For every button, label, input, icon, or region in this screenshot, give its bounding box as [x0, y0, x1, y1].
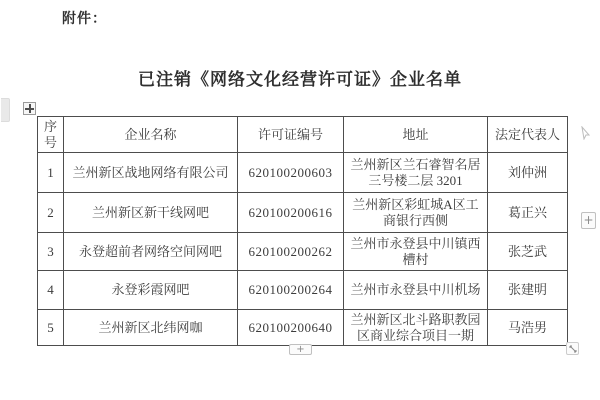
- cell-address: 兰州新区兰石睿智名居三号楼二层 3201: [344, 153, 488, 193]
- cell-license: 620100200640: [238, 310, 344, 346]
- table-row: [38, 310, 568, 346]
- cell-legal-rep: 葛正兴: [488, 193, 568, 233]
- cell-legal-rep: 马浩男: [488, 310, 568, 346]
- cell-address: 兰州新区北斗路职教园区商业综合项目一期: [344, 310, 488, 346]
- header-address: 地址: [344, 117, 488, 153]
- cell-no: 3: [38, 233, 64, 271]
- header-company-name: 企业名称: [64, 117, 238, 153]
- cell-license: 620100200603: [238, 153, 344, 193]
- table-move-handle-icon[interactable]: [23, 102, 36, 115]
- cell-legal-rep: 张建明: [488, 271, 568, 310]
- insert-column-plus-button[interactable]: +: [581, 212, 596, 229]
- mouse-cursor: [581, 126, 591, 140]
- page-title: 已注销《网络文化经营许可证》企业名单: [138, 70, 462, 89]
- cell-no: 2: [38, 193, 64, 233]
- cell-company-name: 兰州新区北纬网咖: [64, 310, 238, 346]
- insert-row-plus-button[interactable]: +: [289, 344, 312, 355]
- cancelled-license-table: [37, 116, 568, 346]
- cell-no: 4: [38, 271, 64, 310]
- cell-license: 620100200264: [238, 271, 344, 310]
- cell-license: 620100200616: [238, 193, 344, 233]
- header-serial-number: 序号: [38, 117, 64, 153]
- table-row: [38, 271, 568, 310]
- table-row: [38, 153, 568, 193]
- table-resize-handle-icon[interactable]: [566, 342, 579, 355]
- cell-license: 620100200262: [238, 233, 344, 271]
- header-legal-representative: 法定代表人: [488, 117, 568, 153]
- cell-company-name: 兰州新区新干线网吧: [64, 193, 238, 233]
- table-header-row: [38, 117, 568, 153]
- attachment-label: 附件：: [62, 10, 107, 26]
- cell-legal-rep: 张芝武: [488, 233, 568, 271]
- cell-address: 兰州市永登县中川机场: [344, 271, 488, 310]
- table-row: [38, 233, 568, 271]
- cell-address: 兰州新区彩虹城A区工商银行西侧: [344, 193, 488, 233]
- cell-company-name: 永登彩霞网吧: [64, 271, 238, 310]
- cell-no: 5: [38, 310, 64, 346]
- table-row: [38, 193, 568, 233]
- header-license-number: 许可证编号: [238, 117, 344, 153]
- cell-legal-rep: 刘仲洲: [488, 153, 568, 193]
- cell-no: 1: [38, 153, 64, 193]
- left-edge-ui-fragment: [1, 98, 10, 122]
- cell-company-name: 永登超前者网络空间网吧: [64, 233, 238, 271]
- cell-company-name: 兰州新区战地网络有限公司: [64, 153, 238, 193]
- cell-address: 兰州市永登县中川镇西槽村: [344, 233, 488, 271]
